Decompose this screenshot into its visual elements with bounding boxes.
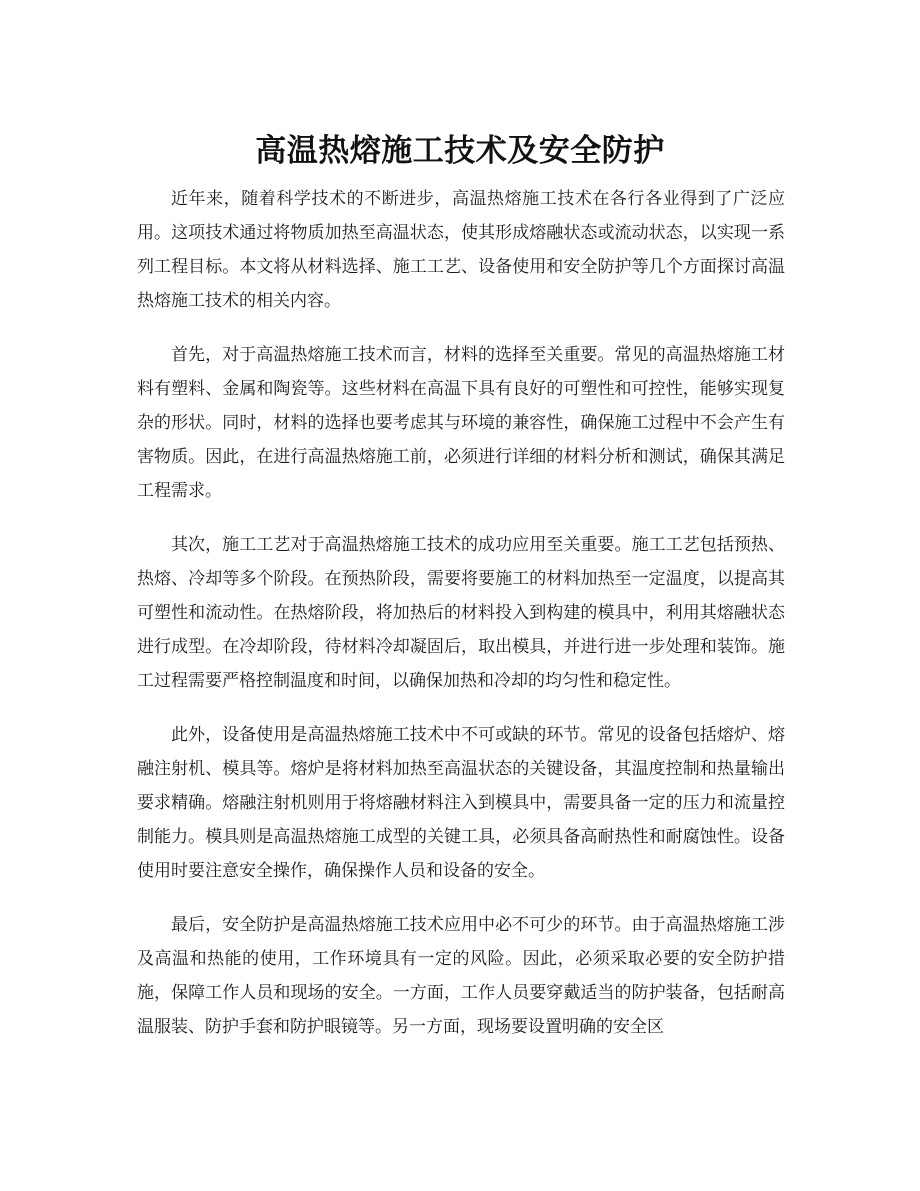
paragraph-safety: 最后，安全防护是高温热熔施工技术应用中必不可少的环节。由于高温热熔施工涉及高温和热能的使用，工作环境具有一定的风险。因此，必须采取必要的安全防护措施，保障工作人员和现场的安全。一方面，工作人员要穿戴适当的防护装备，包括耐高温服装、防护手套和防护眼镜等。另一方面，现场要设置明确的安全区 <box>137 915 785 1037</box>
paragraph-equipment: 此外，设备使用是高温热熔施工技术中不可或缺的环节。常见的设备包括熔炉、熔融注射机、模具等。熔炉是将材料加热至高温状态的关键设备，其温度控制和热量输出要求精确。熔融注射机则用于将熔融材料注入到模具中，需要具备一定的压力和流量控制能力。模具则是高温热熔施工成型的关键工具，必须具备高耐热性和耐腐蚀性。设备使用时要注意安全操作，确保操作人员和设备的安全。 <box>137 725 785 881</box>
paragraph-materials: 首先，对于高温热熔施工技术而言，材料的选择至关重要。常见的高温热熔施工材料有塑料、金属和陶瓷等。这些材料在高温下具有良好的可塑性和可控性，能够实现复杂的形状。同时，材料的选择也要考虑其与环境的兼容性，确保施工过程中不会产生有害物质。因此，在进行高温热熔施工前，必须进行详细的材料分析和测试，确保其满足工程需求。 <box>137 345 785 501</box>
page-title: 高温热熔施工技术及安全防护 <box>255 132 665 169</box>
document-body <box>137 182 785 1064</box>
paragraph-process: 其次，施工工艺对于高温热熔施工技术的成功应用至关重要。施工工艺包括预热、热熔、冷却等多个阶段。在预热阶段，需要将要施工的材料加热至一定温度，以提高其可塑性和流动性。在热熔阶段，将加热后的材料投入到构建的模具中，利用其熔融状态进行成型。在冷却阶段，待材料冷却凝固后，取出模具，并进行进一步处理和装饰。施工过程需要严格控制温度和时间，以确保加热和冷却的均匀性和稳定性。 <box>137 535 785 691</box>
paragraph-intro: 近年来，随着科学技术的不断进步，高温热熔施工技术在各行各业得到了广泛应用。这项技术通过将物质加热至高温状态，使其形成熔融状态或流动状态，以实现一系列工程目标。本文将从材料选择、施工工艺、设备使用和安全防护等几个方面探讨高温热熔施工技术的相关内容。 <box>137 189 785 311</box>
